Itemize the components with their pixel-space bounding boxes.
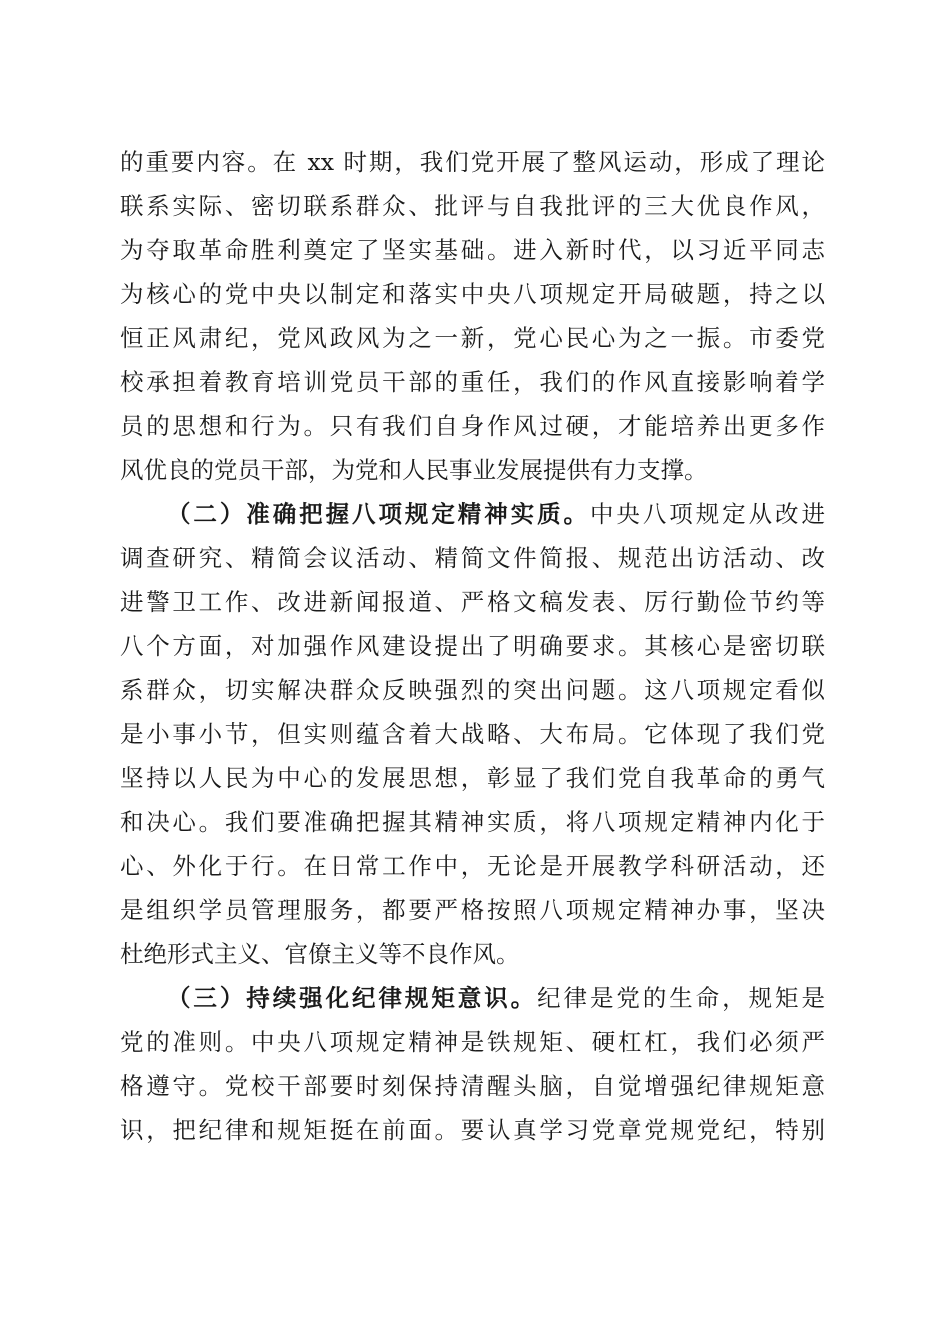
- text-line: 风优良的党员干部，为党和人民事业发展提供有力支撑。: [120, 456, 708, 484]
- text-fragment: 中央八项规定从改进: [590, 500, 825, 528]
- text-line: 的重要内容。在 xx 时期，我们党开展了整风运动，形成了理论: [120, 148, 825, 176]
- text-line: 是组织学员管理服务，都要严格按照八项规定精神办事，坚决: [120, 896, 825, 924]
- text-line: 校承担着教育培训党员干部的重任，我们的作风直接影响着学: [120, 368, 825, 396]
- text-line: 为核心的党中央以制定和落实中央八项规定开局破题，持之以: [120, 280, 825, 308]
- document-body: [120, 140, 825, 1152]
- text-line: 识，把纪律和规矩挺在前面。要认真学习党章党规党纪，特别: [120, 1116, 825, 1144]
- text-line: 党的准则。中央八项规定精神是铁规矩、硬杠杠，我们必须严: [120, 1028, 825, 1056]
- paragraph-1: [120, 140, 825, 492]
- text-line: 系群众，切实解决群众反映强烈的突出问题。这八项规定看似: [120, 676, 825, 704]
- text-line: 八个方面，对加强作风建设提出了明确要求。其核心是密切联: [120, 632, 825, 660]
- text-line: 是小事小节，但实则蕴含着大战略、大布局。它体现了我们党: [120, 720, 825, 748]
- text-line: 坚持以人民为中心的发展思想，彰显了我们党自我革命的勇气: [120, 764, 825, 792]
- text-line: [120, 976, 825, 1020]
- text-line: 恒正风肃纪，党风政风为之一新，党心民心为之一振。市委党: [120, 324, 825, 352]
- text-line: 和决心。我们要准确把握其精神实质，将八项规定精神内化于: [120, 808, 825, 836]
- text-line: 格遵守。党校干部要时刻保持清醒头脑，自觉增强纪律规矩意: [120, 1072, 825, 1100]
- text-line: 员的思想和行为。只有我们自身作风过硬，才能培养出更多作: [120, 412, 825, 440]
- section-heading-3: （三）持续强化纪律规矩意识。: [167, 984, 538, 1012]
- text-line: 进警卫工作、改进新闻报道、严格文稿发表、厉行勤俭节约等: [120, 588, 825, 616]
- text-line: 心、外化于行。在日常工作中，无论是开展教学科研活动，还: [120, 852, 825, 880]
- text-line: [120, 492, 825, 536]
- text-fragment: 纪律是党的生命，规矩是: [537, 984, 825, 1012]
- text-line: 为夺取革命胜利奠定了坚实基础。进入新时代，以习近平同志: [120, 236, 825, 264]
- text-line: 杜绝形式主义、官僚主义等不良作风。: [120, 940, 520, 968]
- section-heading-2: （二）准确把握八项规定精神实质。: [167, 500, 590, 528]
- text-line: 调查研究、精简会议活动、精简文件简报、规范出访活动、改: [120, 544, 825, 572]
- text-line: 联系实际、密切联系群众、批评与自我批评的三大优良作风，: [120, 192, 825, 220]
- paragraph-2: [120, 492, 825, 976]
- paragraph-3: [120, 976, 825, 1152]
